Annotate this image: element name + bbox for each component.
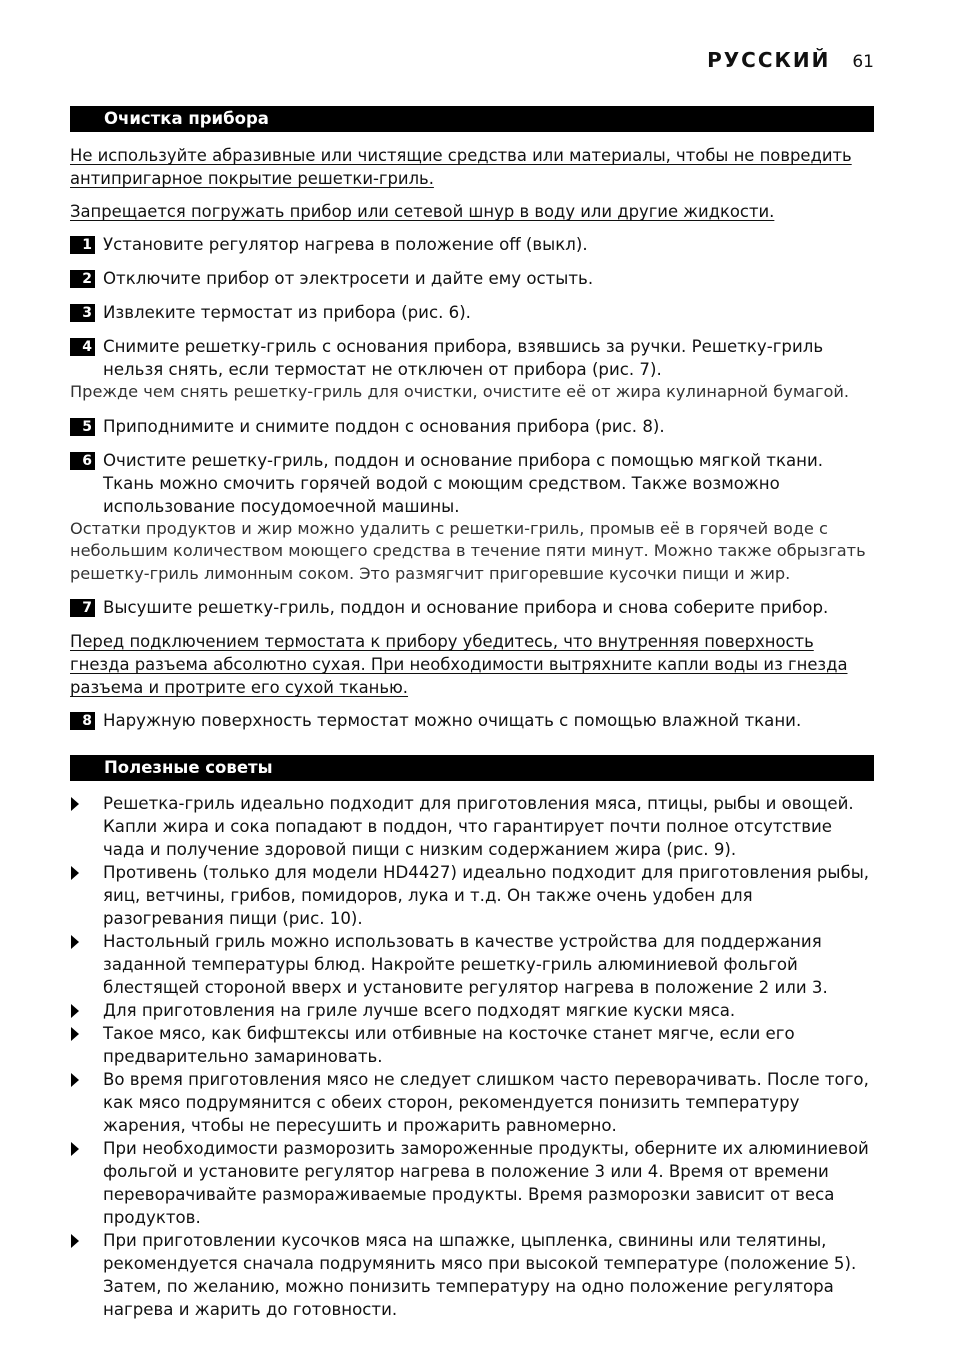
bullet-icon: [71, 935, 79, 949]
page-number: 61: [852, 52, 874, 72]
tip-item: Во время приготовления мясо не следует слишком часто переворачивать. После того, как мясо подрумянится с обеих сторон, рекомендуется понизить температуру жарения, чтобы не пересушить и прожарить равномерно.: [70, 1068, 874, 1137]
note-step-6: Остатки продуктов и жир можно удалить с решетки-гриль, промыв её в горячей воде с небольшим количеством моющего средства в течение пяти минут. Можно также обрызгать решетку-гриль лимонным соком. Это размягчит пригоревшие кусочки пищи и жир.: [70, 518, 866, 583]
step-text: Извлеките термостат из прибора (рис. 6).: [103, 303, 471, 322]
section-title-cleaning: Очистка прибора: [70, 106, 874, 132]
bullet-icon: [71, 866, 79, 880]
step-1: [70, 233, 874, 256]
tip-item: При необходимости разморозить замороженные продукты, оберните их алюминиевой фольгой и установите регулятор нагрева в положение 3 или 4. Время от времени переворачивайте размораживаемые продукты. Время разморозки зависит от веса продуктов.: [70, 1137, 874, 1229]
tip-item: Настольный гриль можно использовать в качестве устройства для поддержания заданной температуры блюд. Накройте решетку-гриль алюминиевой фольгой блестящей стороной вверх и установите регулятор нагрева в положение 2 или 3.: [70, 930, 874, 999]
warning-immersion: Запрещается погружать прибор или сетевой шнур в воду или другие жидкости.: [70, 202, 775, 221]
step-text: Отключите прибор от электросети и дайте ему остыть.: [103, 269, 594, 288]
step-3: [70, 301, 874, 324]
step-text: Наружную поверхность термостат можно очищать с помощью влажной ткани.: [103, 711, 802, 730]
step-number: 8: [70, 712, 95, 730]
page-content: [70, 106, 874, 1321]
tip-item: Для приготовления на гриле лучше всего подходят мягкие куски мяса.: [70, 999, 874, 1022]
step-4: [70, 335, 874, 381]
step-2: [70, 267, 874, 290]
section-title-tips: Полезные советы: [70, 755, 874, 781]
bullet-icon: [71, 1073, 79, 1087]
bullet-icon: [71, 1234, 79, 1248]
step-6: [70, 449, 874, 518]
step-5: [70, 415, 874, 438]
step-number: 5: [70, 418, 95, 436]
page-header: [707, 48, 874, 72]
tip-item: Такое мясо, как бифштексы или отбивные на косточке станет мягче, если его предварительно замариновать.: [70, 1022, 874, 1068]
step-7: [70, 596, 874, 619]
warning-socket-dry: Перед подключением термостата к прибору убедитесь, что внутренняя поверхность гнезда разъема абсолютно сухая. При необходимости вытряхните капли воды из гнезда разъема и протрите его сухой тканью.: [70, 632, 848, 697]
bullet-icon: [71, 797, 79, 811]
language-label: РУССКИЙ: [707, 48, 831, 72]
bullet-icon: [71, 1004, 79, 1018]
step-text: Снимите решетку-гриль с основания прибора, взявшись за ручки. Решетку-гриль нельзя снять, если термостат не отключен от прибора (рис. 7).: [103, 337, 824, 379]
step-text: Высушите решетку-гриль, поддон и основание прибора и снова соберите прибор.: [103, 598, 829, 617]
step-8: [70, 709, 874, 732]
step-number: 4: [70, 338, 95, 356]
step-text: Приподнимите и снимите поддон с основания прибора (рис. 8).: [103, 416, 665, 436]
warning-abrasives: Не используйте абразивные или чистящие средства или материалы, чтобы не повредить антипригарное покрытие решетки-гриль.: [70, 146, 852, 188]
step-number: 6: [70, 452, 95, 470]
step-text: Очистите решетку-гриль, поддон и основание прибора с помощью мягкой ткани. Ткань можно смочить горячей водой с моющим средством. Также возможно использование посудомоечной машины.: [103, 450, 824, 516]
note-step-4: Прежде чем снять решетку-гриль для очистки, очистите её от жира кулинарной бумагой.: [70, 382, 850, 401]
tip-item: При приготовлении кусочков мяса на шпажке, цыпленка, свинины или телятины, рекомендуется сначала подрумянить мясо при высокой температуре (положение 5). Затем, по желанию, можно понизить температуру на одно положение регулятора нагрева и жарить до готовности.: [70, 1229, 874, 1321]
tip-item: Решетка-гриль идеально подходит для приготовления мяса, птицы, рыбы и овощей. Капли жира и сока попадают в поддон, что гарантирует почти полное отсутствие чада и получение здоровой пищи с низким содержанием жира (рис. 9).: [70, 792, 874, 861]
bullet-icon: [71, 1027, 79, 1041]
step-number: 3: [70, 304, 95, 322]
step-number: 7: [70, 599, 95, 617]
step-number: 1: [70, 236, 95, 254]
bullet-icon: [71, 1142, 79, 1156]
step-number: 2: [70, 270, 95, 288]
step-text: Установите регулятор нагрева в положение off (выкл).: [103, 235, 588, 254]
tip-item: Противень (только для модели HD4427) идеально подходит для приготовления рыбы, яиц, ветчины, грибов, помидоров, лука и т.д. Он также очень удобен для разогревания пищи (рис. 10).: [70, 861, 874, 930]
